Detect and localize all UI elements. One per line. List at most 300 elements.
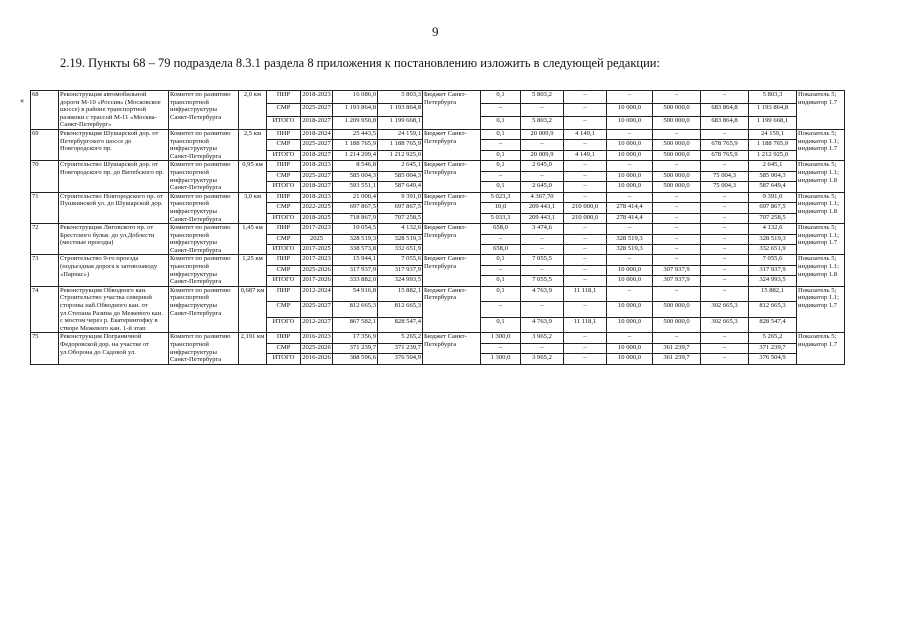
funding-cell: – xyxy=(564,302,607,318)
years-cell: 2025-2027 xyxy=(301,140,333,150)
funding-cell: 5 265,2 xyxy=(749,333,797,343)
remaining-cell: 324 993,5 xyxy=(378,276,423,286)
years-cell: 2017-2026 xyxy=(301,276,333,286)
funding-cell: – xyxy=(701,161,749,171)
funding-cell: 210 000,0 xyxy=(564,203,607,213)
funding-cell: 1 199 668,1 xyxy=(749,116,797,129)
years-cell: 2025-2027 xyxy=(301,302,333,318)
stage-cell: СМР xyxy=(267,103,301,116)
funding-cell: 585 004,3 xyxy=(749,171,797,181)
funding-cell: – xyxy=(481,343,521,353)
years-cell: 2012-2027 xyxy=(301,317,333,333)
funding-cell: 7 055,5 xyxy=(521,276,564,286)
cost-cell: 1 188 765,9 xyxy=(333,140,378,150)
funding-cell: 658,0 xyxy=(481,224,521,234)
stage-cell: ИТОГО xyxy=(267,182,301,192)
remaining-cell: 697 867,5 xyxy=(378,203,423,213)
stage-cell: ПИР xyxy=(267,161,301,171)
funding-cell: 361 239,7 xyxy=(653,343,701,353)
table-row xyxy=(31,224,901,234)
stage-cell: СМР xyxy=(267,343,301,353)
length-cell: 2,191 км xyxy=(239,333,267,364)
customer-cell: Комитет по развитию транспортной инфраструктуры Санкт-Петербурга xyxy=(169,161,239,192)
object-name: Реконструкция Шушарской дор. от Петербургского шоссе до Новгородского пр. xyxy=(59,129,169,160)
funding-cell: 10 000,0 xyxy=(607,343,653,353)
funding-cell: 361 239,7 xyxy=(653,354,701,364)
funding-cell: – xyxy=(564,234,607,244)
funding-cell: – xyxy=(521,245,564,255)
table-row xyxy=(31,129,901,139)
funding-cell: 500 000,0 xyxy=(653,116,701,129)
funding-cell: – xyxy=(564,171,607,181)
budget-cell: Бюджет Санкт-Петербурга xyxy=(423,129,481,160)
cost-cell: 17 356,9 xyxy=(333,333,378,343)
funding-cell: – xyxy=(481,234,521,244)
funding-cell: 3 474,6 xyxy=(521,224,564,234)
funding-cell: – xyxy=(653,192,701,202)
funding-cell: 812 665,3 xyxy=(749,302,797,318)
funding-cell: 2 645,0 xyxy=(521,161,564,171)
remaining-cell: 15 882,1 xyxy=(378,286,423,302)
funding-cell: – xyxy=(481,302,521,318)
years-cell: 2018-2027 xyxy=(301,116,333,129)
funding-cell: 209 443,1 xyxy=(521,213,564,223)
funding-cell: 683 864,8 xyxy=(701,116,749,129)
remaining-cell: 585 004,3 xyxy=(378,171,423,181)
funding-cell: 0,1 xyxy=(481,317,521,333)
funding-cell: 0,1 xyxy=(481,255,521,265)
length-cell: 2,0 км xyxy=(239,91,267,130)
years-cell: 2017-2025 xyxy=(301,245,333,255)
funding-cell: 9 391,0 xyxy=(749,192,797,202)
length-cell: 0,95 км xyxy=(239,161,267,192)
years-cell: 2018-2027 xyxy=(301,182,333,192)
years-cell: 2016-2023 xyxy=(301,333,333,343)
funding-cell: 10 000,0 xyxy=(607,354,653,364)
stage-cell: СМР xyxy=(267,171,301,181)
cost-cell: 1 214 209,4 xyxy=(333,150,378,160)
funding-cell: – xyxy=(564,140,607,150)
funding-cell: 24 159,1 xyxy=(749,129,797,139)
funding-cell: 10 000,0 xyxy=(607,171,653,181)
funding-cell: – xyxy=(564,161,607,171)
funding-cell: – xyxy=(607,333,653,343)
table-row xyxy=(31,91,901,104)
funding-cell: 500 000,0 xyxy=(653,171,701,181)
funding-cell: – xyxy=(653,161,701,171)
funding-cell: – xyxy=(564,91,607,104)
budget-cell: Бюджет Санкт-Петербурга xyxy=(423,255,481,286)
remaining-cell: 371 239,7 xyxy=(378,343,423,353)
funding-cell: – xyxy=(607,129,653,139)
funding-cell: 307 937,9 xyxy=(653,265,701,275)
funding-cell: 20 009,9 xyxy=(521,129,564,139)
customer-cell: Комитет по развитию транспортной инфраструктуры Санкт-Петербурга xyxy=(169,333,239,364)
funding-cell: 0,1 xyxy=(481,91,521,104)
funding-cell: – xyxy=(701,129,749,139)
remaining-cell: 2 645,1 xyxy=(378,161,423,171)
stage-cell: СМР xyxy=(267,234,301,244)
cost-cell: 317 937,9 xyxy=(333,265,378,275)
remaining-cell: 812 665,3 xyxy=(378,302,423,318)
funding-cell: 10 000,0 xyxy=(607,103,653,116)
funding-cell: – xyxy=(607,161,653,171)
customer-cell: Комитет по развитию транспортной инфраструктуры Санкт-Петербурга xyxy=(169,286,239,333)
stage-cell: ПИР xyxy=(267,286,301,302)
funding-cell: 10,0 xyxy=(481,203,521,213)
years-cell: 2018-2027 xyxy=(301,150,333,160)
funding-cell: – xyxy=(701,245,749,255)
stage-cell: ИТОГО xyxy=(267,354,301,364)
stage-cell: ИТОГО xyxy=(267,276,301,286)
funding-cell: 20 009,9 xyxy=(521,150,564,160)
funding-cell: – xyxy=(564,182,607,192)
cost-cell: 867 582,1 xyxy=(333,317,378,333)
funding-cell: – xyxy=(564,343,607,353)
funding-cell: 500 000,0 xyxy=(653,103,701,116)
table-row xyxy=(31,161,901,171)
funding-cell: 10 000,0 xyxy=(607,140,653,150)
stage-cell: ПИР xyxy=(267,333,301,343)
section-heading: 2.19. Пункты 68 – 79 подраздела 8.3.1 раздела 8 приложения к постановлению изложить в следующей редакции: xyxy=(60,56,660,70)
remaining-cell: 7 055,6 xyxy=(378,255,423,265)
funding-cell: 209 443,1 xyxy=(521,203,564,213)
funding-cell: 317 937,9 xyxy=(749,265,797,275)
remaining-cell: 828 547,4 xyxy=(378,317,423,333)
item-number: 70 xyxy=(31,161,59,192)
funding-cell: – xyxy=(521,140,564,150)
funding-cell: 5 803,3 xyxy=(749,91,797,104)
cost-cell: 21 000,4 xyxy=(333,192,378,202)
years-cell: 2018-2023 xyxy=(301,192,333,202)
funding-cell: – xyxy=(653,203,701,213)
funding-cell: – xyxy=(607,224,653,234)
years-cell: 2016-2026 xyxy=(301,354,333,364)
indicators-cell: Показатель 5; индикатор 1.1; индикатор 1.8 xyxy=(797,161,845,192)
cost-cell: 16 086,0 xyxy=(333,91,378,104)
funding-cell: – xyxy=(521,265,564,275)
funding-cell: – xyxy=(481,140,521,150)
funding-cell: 75 004,3 xyxy=(701,171,749,181)
item-number: 68 xyxy=(31,91,59,130)
customer-cell: Комитет по развитию транспортной инфраструктуры Санкт-Петербурга xyxy=(169,192,239,223)
funding-cell: – xyxy=(521,103,564,116)
years-cell: 2012-2024 xyxy=(301,286,333,302)
object-name: Реконструкция Лиговского пр. от Брестского бульв. до ул.Доблести (местные проезды) xyxy=(59,224,169,255)
funding-cell: 302 665,3 xyxy=(701,317,749,333)
object-name: Реконструкция Пограничной Федоровской дор. на участке от ул.Оборона до Садовой ул. xyxy=(59,333,169,364)
funding-cell: 75 004,3 xyxy=(701,182,749,192)
funding-cell: – xyxy=(701,286,749,302)
object-name: Строительство 9-го проезда (подъездная дорога к затовозаводу «Парнас») xyxy=(59,255,169,286)
cost-cell: 25 443,5 xyxy=(333,129,378,139)
funding-cell: 10 000,0 xyxy=(607,116,653,129)
funding-cell: – xyxy=(564,333,607,343)
funding-cell: 1 300,0 xyxy=(481,354,521,364)
remaining-cell: 376 504,9 xyxy=(378,354,423,364)
funding-cell: 587 649,4 xyxy=(749,182,797,192)
funding-cell: 0,1 xyxy=(481,286,521,302)
funding-cell: – xyxy=(564,116,607,129)
cost-cell: 371 239,7 xyxy=(333,343,378,353)
cost-cell: 15 944,1 xyxy=(333,255,378,265)
budget-cell: Бюджет Санкт-Петербурга xyxy=(423,91,481,130)
funding-cell: 328 519,3 xyxy=(607,245,653,255)
stage-cell: ПИР xyxy=(267,255,301,265)
funding-cell: 5 803,2 xyxy=(521,116,564,129)
funding-cell: – xyxy=(607,255,653,265)
stage-cell: ПИР xyxy=(267,91,301,104)
budget-cell: Бюджет Санкт-Петербурга xyxy=(423,286,481,333)
indicators-cell: Показатель 5; индикатор 1.1; индикатор 1.7 xyxy=(797,129,845,160)
length-cell: 0,687 км xyxy=(239,286,267,333)
funding-cell: – xyxy=(564,224,607,234)
funding-cell: 658,0 xyxy=(481,245,521,255)
funding-cell: 2 645,0 xyxy=(521,182,564,192)
stage-cell: ПИР xyxy=(267,192,301,202)
funding-cell: – xyxy=(564,354,607,364)
remaining-cell: 1 193 864,8 xyxy=(378,103,423,116)
indicators-cell: Показатель 5; индикатор 1.1; индикатор 1.7 xyxy=(797,286,845,333)
funding-cell: 332 651,9 xyxy=(749,245,797,255)
funding-cell: – xyxy=(653,234,701,244)
funding-cell: – xyxy=(701,213,749,223)
funding-cell: 10 000,0 xyxy=(607,317,653,333)
funding-cell: 10 000,0 xyxy=(607,182,653,192)
item-number: 73 xyxy=(31,255,59,286)
remaining-cell: 5 265,2 xyxy=(378,333,423,343)
remaining-cell: 587 649,4 xyxy=(378,182,423,192)
remaining-cell: 5 803,3 xyxy=(378,91,423,104)
budget-cell: Бюджет Санкт-Петербурга xyxy=(423,333,481,364)
remaining-cell: 4 132,6 xyxy=(378,224,423,234)
funding-cell: 4 149,1 xyxy=(564,150,607,160)
cost-cell: 8 546,8 xyxy=(333,161,378,171)
customer-cell: Комитет по развитию транспортной инфраструктуры Санкт-Петербурга xyxy=(169,129,239,160)
stage-cell: ИТОГО xyxy=(267,245,301,255)
funding-cell: – xyxy=(481,171,521,181)
funding-cell: – xyxy=(521,171,564,181)
indicators-cell: Показатель 5; индикатор 1.1; индикатор 1.7 xyxy=(797,224,845,255)
funding-cell: 10 000,0 xyxy=(607,302,653,318)
length-cell: 2,5 км xyxy=(239,129,267,160)
funding-cell: – xyxy=(564,265,607,275)
years-cell: 2018-2023 xyxy=(301,91,333,104)
funding-cell: 5 023,3 xyxy=(481,192,521,202)
funding-cell: 10 000,0 xyxy=(607,276,653,286)
funding-cell: 371 239,7 xyxy=(749,343,797,353)
funding-cell: 1 300,0 xyxy=(481,333,521,343)
object-name: Строительство Новгородского пр. от Пушкинской ул. до Шушарской дор. xyxy=(59,192,169,223)
funding-cell: – xyxy=(701,354,749,364)
funding-cell: 0,1 xyxy=(481,150,521,160)
stage-cell: ИТОГО xyxy=(267,116,301,129)
item-number: 74 xyxy=(31,286,59,333)
funding-cell: – xyxy=(701,224,749,234)
indicators-cell: Показатель 5; индикатор 1.1; индикатор 1.8 xyxy=(797,255,845,286)
funding-cell: 5 803,2 xyxy=(521,91,564,104)
table-row xyxy=(31,192,901,202)
remaining-cell: 1 188 765,9 xyxy=(378,140,423,150)
customer-cell: Комитет по развитию транспортной инфраструктуры Санкт-Петербурга xyxy=(169,91,239,130)
remaining-cell: 1 199 668,1 xyxy=(378,116,423,129)
years-cell: 2025-2027 xyxy=(301,103,333,116)
cost-cell: 718 867,9 xyxy=(333,213,378,223)
opening-quote: « xyxy=(20,96,24,105)
funding-cell: 324 993,5 xyxy=(749,276,797,286)
funding-cell: 278 414,4 xyxy=(607,203,653,213)
funding-cell: – xyxy=(701,276,749,286)
funding-cell: – xyxy=(701,255,749,265)
funding-cell: – xyxy=(701,203,749,213)
years-cell: 2025-2026 xyxy=(301,265,333,275)
remaining-cell: 332 651,9 xyxy=(378,245,423,255)
funding-cell: 11 118,1 xyxy=(564,317,607,333)
funding-cell: 5 033,3 xyxy=(481,213,521,223)
cost-cell: 10 054,5 xyxy=(333,224,378,234)
item-number: 69 xyxy=(31,129,59,160)
length-cell: 3,0 км xyxy=(239,192,267,223)
remaining-cell: 24 159,1 xyxy=(378,129,423,139)
cost-cell: 54 916,8 xyxy=(333,286,378,302)
remaining-cell: 328 519,3 xyxy=(378,234,423,244)
object-name: Реконструкция Обводного кан. Строительство участка северной стороны наб.Обводного кан. от ул.Степана Разина до Межевого кан. с мостом через р. Екатерингофку в створе Межевого кан. 1-й этап xyxy=(59,286,169,333)
remaining-cell: 9 391,0 xyxy=(378,192,423,202)
cost-cell: 812 665,3 xyxy=(333,302,378,318)
object-name: Реконструкция автомобильной дороги М-10 «Россия» (Московское шоссе) в районе транспортной развязки с трассой М-11 «Москва-Санкт-Петербург» xyxy=(59,91,169,130)
funding-cell: 828 547,4 xyxy=(749,317,797,333)
budget-cell: Бюджет Санкт-Петербурга xyxy=(423,161,481,192)
budget-cell: Бюджет Санкт-Петербурга xyxy=(423,192,481,223)
item-number: 72 xyxy=(31,224,59,255)
cost-cell: 697 867,5 xyxy=(333,203,378,213)
funding-cell: 3 965,2 xyxy=(521,333,564,343)
funding-cell: – xyxy=(701,265,749,275)
funding-cell: – xyxy=(564,192,607,202)
program-table xyxy=(30,90,901,365)
remaining-cell: 707 258,5 xyxy=(378,213,423,223)
table-row xyxy=(31,333,901,343)
funding-cell: 307 937,9 xyxy=(653,276,701,286)
funding-cell: 376 504,9 xyxy=(749,354,797,364)
funding-cell: 697 867,5 xyxy=(749,203,797,213)
length-cell: 1,45 км xyxy=(239,224,267,255)
stage-cell: СМР xyxy=(267,302,301,318)
customer-cell: Комитет по развитию транспортной инфраструктуры Санкт-Петербурга xyxy=(169,224,239,255)
funding-cell: – xyxy=(701,343,749,353)
cost-cell: 338 573,8 xyxy=(333,245,378,255)
cost-cell: 333 882,0 xyxy=(333,276,378,286)
funding-cell: 4 132,6 xyxy=(749,224,797,234)
stage-cell: ПИР xyxy=(267,224,301,234)
funding-cell: – xyxy=(564,245,607,255)
stage-cell: СМР xyxy=(267,203,301,213)
funding-cell: – xyxy=(564,255,607,265)
cost-cell: 1 193 864,8 xyxy=(333,103,378,116)
funding-cell: 0,1 xyxy=(481,276,521,286)
funding-cell: 0,1 xyxy=(481,129,521,139)
funding-cell: 500 000,0 xyxy=(653,150,701,160)
funding-cell: 678 765,9 xyxy=(701,140,749,150)
funding-cell: – xyxy=(564,276,607,286)
remaining-cell: 317 937,9 xyxy=(378,265,423,275)
years-cell: 2025-2027 xyxy=(301,171,333,181)
funding-cell: – xyxy=(701,333,749,343)
funding-cell: 278 414,4 xyxy=(607,213,653,223)
funding-cell: – xyxy=(701,91,749,104)
stage-cell: ИТОГО xyxy=(267,150,301,160)
years-cell: 2025 xyxy=(301,234,333,244)
funding-cell: 500 000,0 xyxy=(653,317,701,333)
funding-cell: 0,1 xyxy=(481,161,521,171)
funding-cell: 7 055,5 xyxy=(521,255,564,265)
funding-cell: 707 258,5 xyxy=(749,213,797,223)
cost-cell: 328 519,3 xyxy=(333,234,378,244)
indicators-cell: Показатель 5; индикатор 1.7 xyxy=(797,333,845,364)
budget-cell: Бюджет Санкт-Петербурга xyxy=(423,224,481,255)
funding-cell: 328 519,3 xyxy=(607,234,653,244)
remaining-cell: 1 212 925,0 xyxy=(378,150,423,160)
funding-cell: 1 193 864,8 xyxy=(749,103,797,116)
years-cell: 2017-2023 xyxy=(301,224,333,234)
funding-cell: 0,1 xyxy=(481,116,521,129)
funding-cell: – xyxy=(701,192,749,202)
funding-cell: 4 367,70 xyxy=(521,192,564,202)
indicators-cell: Показатель 5; индикатор 1.7 xyxy=(797,91,845,130)
funding-cell: 10 000,0 xyxy=(607,150,653,160)
stage-cell: СМР xyxy=(267,265,301,275)
funding-cell: 4 763,9 xyxy=(521,317,564,333)
years-cell: 2018-2025 xyxy=(301,213,333,223)
table-row xyxy=(31,255,901,265)
funding-cell: – xyxy=(653,91,701,104)
funding-cell: – xyxy=(521,343,564,353)
funding-cell: – xyxy=(481,265,521,275)
funding-cell: – xyxy=(521,302,564,318)
page-number: 9 xyxy=(432,24,439,39)
funding-cell: – xyxy=(653,224,701,234)
years-cell: 2025-2026 xyxy=(301,343,333,353)
cost-cell: 388 596,6 xyxy=(333,354,378,364)
object-name: Строительство Шушарской дор. от Новгородского пр. до Витебского пр. xyxy=(59,161,169,192)
funding-cell: 500 000,0 xyxy=(653,302,701,318)
funding-cell: 3 965,2 xyxy=(521,354,564,364)
funding-cell: – xyxy=(653,333,701,343)
funding-cell: 328 519,3 xyxy=(749,234,797,244)
stage-cell: ПИР xyxy=(267,129,301,139)
funding-cell: – xyxy=(653,245,701,255)
years-cell: 2018-2023 xyxy=(301,161,333,171)
funding-cell: 302 665,3 xyxy=(701,302,749,318)
funding-cell: – xyxy=(607,286,653,302)
length-cell: 1,25 км xyxy=(239,255,267,286)
funding-cell: – xyxy=(607,192,653,202)
funding-cell: – xyxy=(653,129,701,139)
funding-cell: 10 000,0 xyxy=(607,265,653,275)
funding-cell: 7 055,6 xyxy=(749,255,797,265)
funding-cell: 4 763,9 xyxy=(521,286,564,302)
funding-cell: 0,1 xyxy=(481,182,521,192)
funding-cell: – xyxy=(701,234,749,244)
funding-cell: 678 765,9 xyxy=(701,150,749,160)
funding-cell: 11 118,1 xyxy=(564,286,607,302)
funding-cell: – xyxy=(653,213,701,223)
funding-cell: 683 864,8 xyxy=(701,103,749,116)
funding-cell: 500 000,0 xyxy=(653,182,701,192)
funding-cell: 2 645,1 xyxy=(749,161,797,171)
funding-cell: – xyxy=(564,103,607,116)
indicators-cell: Показатель 5; индикатор 1.1; индикатор 1.8 xyxy=(797,192,845,223)
